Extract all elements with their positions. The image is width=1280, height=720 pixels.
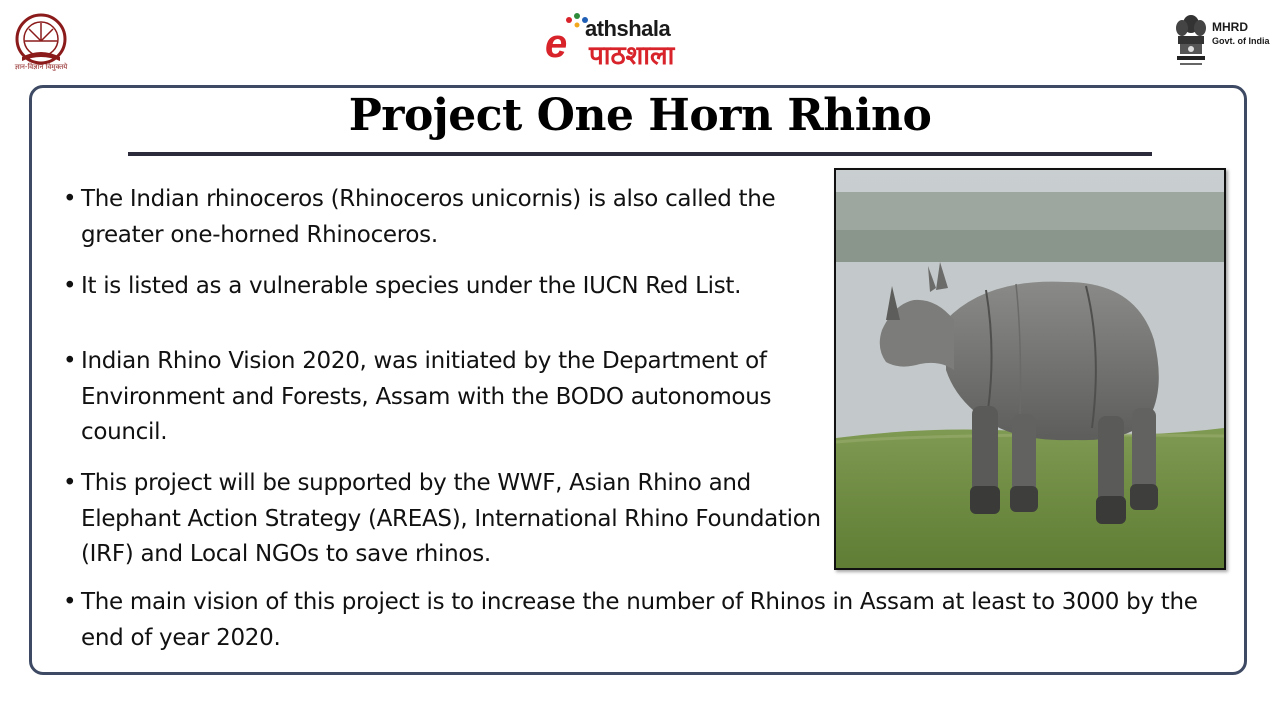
bullet-dot: • <box>63 589 77 615</box>
bullet-text: The main vision of this project is to increase the number of Rhinos in Assam at least to 3000 by the end of year 2020. <box>81 589 1198 651</box>
bullet-dot: • <box>63 348 77 374</box>
bullet-text: This project will be supported by the WWF, Asian Rhino and Elephant Action Strategy (AREAS), International Rhino Foundation (IRF) and Local NGOs to save rhinos. <box>81 470 821 567</box>
bullet-item <box>63 182 821 253</box>
rhino-photo <box>834 168 1226 570</box>
rhino-illustration <box>836 170 1224 568</box>
ugc-tagline: ज्ञान-विज्ञान विमुक्तये <box>14 63 68 71</box>
national-emblem-icon <box>1174 10 1208 70</box>
bullet-text: It is listed as a vulnerable species under the IUCN Red List. <box>81 273 742 299</box>
bullet-dot: • <box>63 273 77 299</box>
slide-title: Project One Horn Rhino <box>348 90 932 141</box>
mhrd-subtitle: Govt. of India <box>1212 36 1270 46</box>
epathshala-logo <box>545 10 735 74</box>
title-underline <box>128 152 1152 156</box>
mhrd-title: MHRD <box>1212 20 1248 34</box>
bullet-text: The Indian rhinoceros (Rhinoceros unicornis) is also called the greater one-horned Rhinoceros. <box>81 186 776 248</box>
bullet-dot: • <box>63 186 77 212</box>
bullet-item <box>63 585 1231 656</box>
epathshala-wordmark-hi: पाठशाला <box>589 40 675 70</box>
mhrd-logo <box>1172 8 1272 72</box>
epathshala-wordmark-en: athshala <box>585 16 671 41</box>
bullet-text: Indian Rhino Vision 2020, was initiated by the Department of Environment and Forests, Assam with the BODO autonomous council. <box>81 348 772 445</box>
bullet-item <box>63 269 821 305</box>
epathshala-e-mark: e <box>545 22 568 66</box>
bullet-dot: • <box>63 470 77 496</box>
bullet-item <box>63 344 821 451</box>
bullet-item <box>63 466 821 573</box>
